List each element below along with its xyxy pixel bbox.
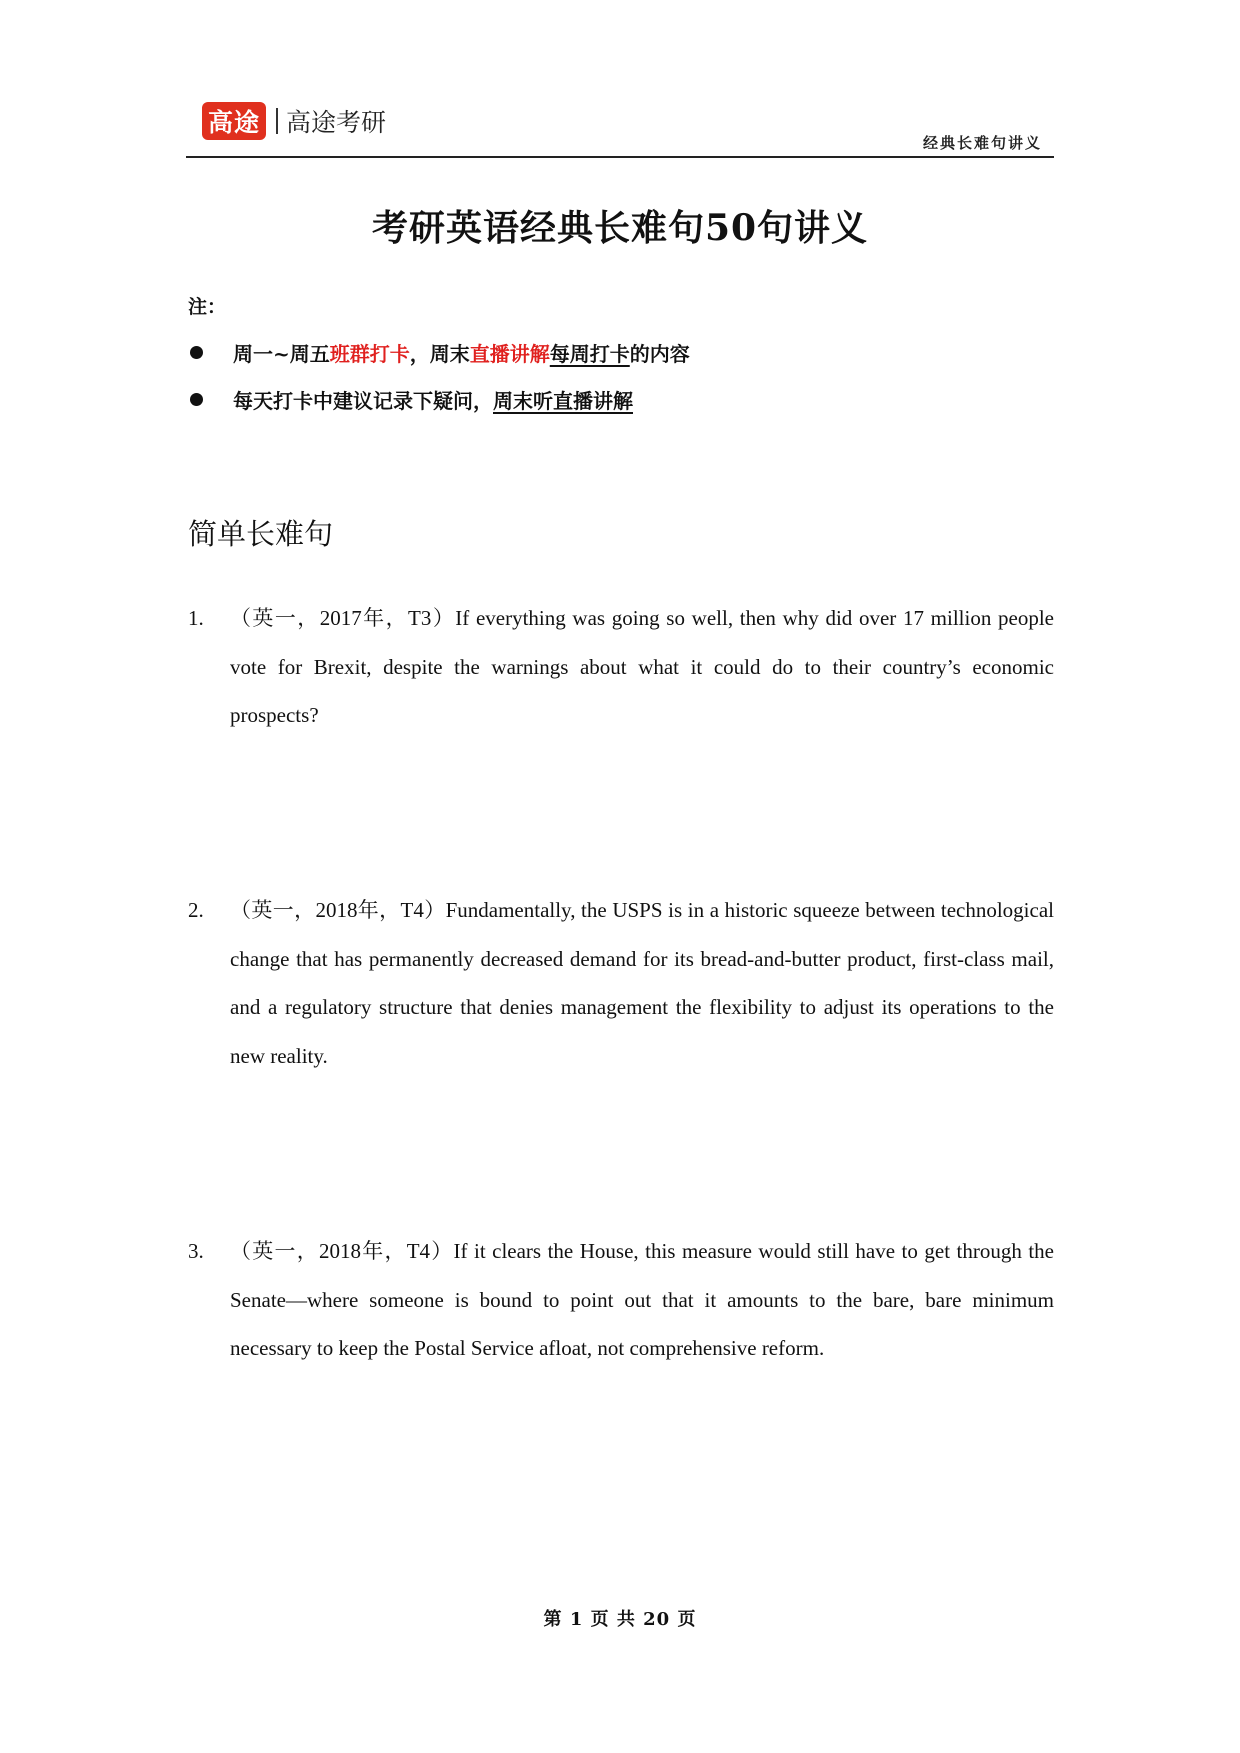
header-label: 经典长难句讲义 [922, 134, 1042, 152]
header-rule [186, 156, 1054, 158]
note-underlined: 每周打卡 [549, 342, 630, 366]
logo-divider [276, 108, 278, 134]
section-title: 简单长难句 [188, 517, 334, 551]
page-footer: 第 1 页 共 20 页 [543, 1609, 697, 1630]
item-number: 3. [188, 1239, 204, 1263]
note-highlight: 班群打卡 [329, 342, 410, 366]
logo-mark: 高途 [202, 102, 266, 140]
sentence-item [188, 594, 1054, 740]
note-text: 周一~周五 [233, 342, 330, 366]
item-number: 2. [188, 898, 204, 922]
note-text: 的内容 [629, 342, 690, 366]
brand-logo [202, 102, 386, 140]
item-number: 1. [188, 606, 204, 630]
bullet-dot [190, 393, 203, 406]
item-text: （英一，2018年，T4）Fundamentally, the USPS is in a historic squeeze between technological change that has permanently decreased demand for its bread-and-butter product, first-class mail, and a regulatory structure that denies management the flexibility to adjust its operations to the new reality. [230, 898, 1054, 1068]
note-bullet-1 [188, 338, 690, 367]
item-text: （英一，2017年，T3）If everything was going so well, then why did over 17 million people vote for Brexit, despite the warnings about what it could do to their country’s economic prospects? [230, 606, 1054, 727]
sentence-item [188, 1227, 1054, 1373]
bullet-dot [190, 346, 203, 359]
sentence-item [188, 886, 1054, 1080]
logo-name: 高途考研 [286, 108, 387, 137]
item-text: （英一，2018年，T4）If it clears the House, this measure would still have to get through the Senate—where someone is bound to point out that it amounts to the bare, bare minimum necessary to keep the Postal Service afloat, not comprehensive reform. [230, 1239, 1054, 1360]
note-text: ，周末 [409, 342, 470, 366]
note-underlined: 周末听直播讲解 [493, 389, 633, 413]
note-highlight: 直播讲解 [469, 342, 550, 366]
page-title: 考研英语经典长难句50句讲义 [371, 207, 869, 249]
note-label: 注： [188, 296, 227, 318]
page-header [186, 96, 1054, 158]
note-bullet-2 [188, 385, 633, 414]
note-text: 每天打卡中建议记录下疑问， [233, 389, 493, 413]
